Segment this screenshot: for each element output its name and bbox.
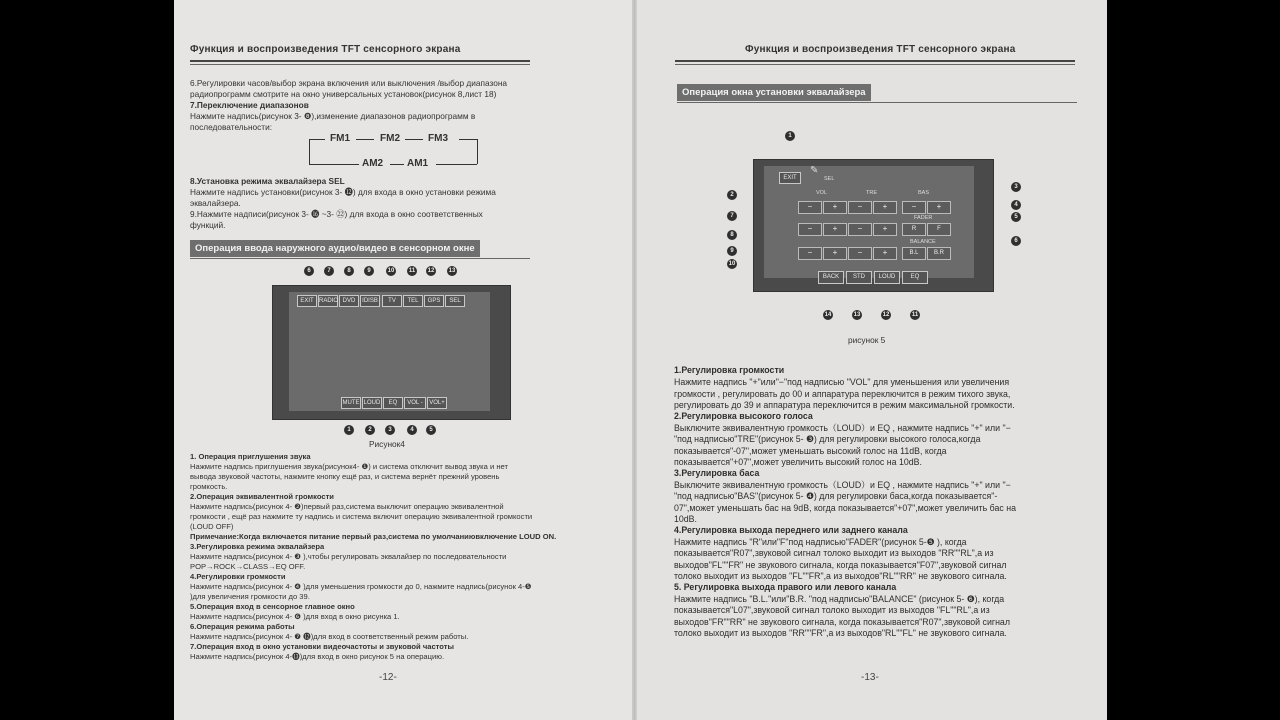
right-page-header: Функция и воспроизведения TFT сенсорного экрана	[745, 44, 1016, 55]
fig4-radio-button[interactable]: RADIO	[318, 295, 338, 307]
left-top-line: последовательности:	[190, 122, 273, 132]
callout-number: 11	[408, 268, 416, 274]
fig4-tv-button[interactable]: TV	[382, 295, 402, 307]
callout-number: 13	[853, 312, 861, 318]
band-am1: AM1	[407, 158, 429, 169]
row2-plus-button[interactable]: +	[823, 223, 847, 236]
sel-logo-icon: ✎	[810, 165, 819, 176]
left-mid-line: 9.Нажмите надписи(рисунок 3- ⓰ ~3- ㉒) для входа в окно соответственных	[190, 209, 483, 219]
tre-minus-button[interactable]: −	[848, 201, 872, 214]
arrow-line	[390, 164, 404, 165]
fig5-tre-label: TRE	[866, 190, 877, 196]
right-line: 07",может уменьшать бас на 9dB, когда показывается"+07",может увеличить бас на	[674, 503, 1016, 513]
left-bottom-heading: 5.Операция вход в сенсорное главное окно	[190, 602, 355, 611]
left-bottom-line: Нажмите надпись приглушения звука(рисунок4- ❶) и система отключит вывод звука и нет	[190, 462, 508, 471]
fig4-dvd-button[interactable]: DVD	[339, 295, 359, 307]
arrow-line	[405, 139, 423, 140]
callout-number: 4	[1011, 200, 1021, 210]
right-line: толоко выходит из выходов "RR""FR",а из выходов"RL""FL" не звукового сигнала.	[674, 628, 1007, 638]
fig5-loud-button[interactable]: LOUD	[874, 271, 900, 284]
right-line: выходов"FL""FR" не звукового сигнала, когда показывается"F07",звуковой сигнал	[674, 560, 1007, 570]
left-page	[174, 0, 632, 720]
left-bottom-line: )для увеличения громкости до 39.	[190, 592, 310, 601]
bas-minus-button[interactable]: −	[902, 201, 926, 214]
callout-number: 1	[344, 425, 354, 435]
fig4-eq-button[interactable]: EQ	[383, 397, 403, 409]
right-line: "под надписью"TRE"(рисунок 5- ❸) для регулировки высокого голоса,когда	[674, 434, 981, 444]
left-header-rule-thin	[190, 64, 530, 65]
right-line: Нажмите надпись "R"или"F"под надписью"FADER"(рисунок 5-❺ ), когда	[674, 537, 967, 547]
fig5-sel-label: SEL	[824, 176, 835, 182]
right-header-rule	[675, 60, 1075, 62]
callout-number: 11	[911, 312, 919, 318]
fig5-screen	[753, 159, 994, 292]
row2-minus-button[interactable]: −	[798, 223, 822, 236]
left-top-line: 6.Регулировки часов/выбор экрана включения или выключения /выбор диапазона	[190, 78, 508, 88]
right-line: показывается"+07",может увеличить высокий голос на 10dB.	[674, 457, 922, 467]
right-page	[637, 0, 1107, 720]
fig4-vol-down-button[interactable]: VOL -	[404, 397, 426, 409]
fig4-exit-button[interactable]: EXIT	[297, 295, 317, 307]
row2b-plus-button[interactable]: +	[873, 223, 897, 236]
right-line: 10dB.	[674, 514, 697, 524]
callout-number: 9	[364, 266, 374, 276]
vol-minus-button[interactable]: −	[798, 201, 822, 214]
callout-number: 1	[785, 131, 795, 141]
fig4-gps-button[interactable]: GPS	[424, 295, 444, 307]
left-top-line: радиопрограмм смотрите на окно универсальных установок(рисунок 8,лист 18)	[190, 89, 497, 99]
callout-number: 5	[1011, 212, 1021, 222]
right-line: Нажмите надпись "+"или"−"под надписью "VOL" для уменьшения или увеличения	[674, 377, 1010, 387]
right-line: выходов"FR""RR" не звукового сигнала, когда показывается"R07",звуковой сигнал	[674, 617, 1010, 627]
vol-plus-button[interactable]: +	[823, 201, 847, 214]
callout-number: 4	[407, 425, 417, 435]
left-mid-line: функций.	[190, 220, 226, 230]
left-top-line: Нажмите надпись(рисунок 3- ❽),изменение диапазонов радиопрограмм в	[190, 111, 476, 121]
callout-number: 12	[427, 268, 435, 274]
right-line: толоко выходит из выходов "FL""FR",а из выходов"RL""RR" не звукового сигнала.	[674, 571, 1007, 581]
fig5-vol-label: VOL	[816, 190, 828, 196]
right-line: Выключите эквивалентную громкость（LOUD）и EQ , нажмите надпись "+" или "−	[674, 423, 1011, 433]
fig4-idisb-button[interactable]: IDISB	[360, 295, 380, 307]
right-header-rule-thin	[675, 64, 1075, 65]
fig4-screen-inner	[289, 292, 490, 411]
fig5-fader-label: FADER	[914, 215, 933, 221]
left-header-rule	[190, 60, 530, 62]
fig4-vol-up-button[interactable]: VOL+	[427, 397, 447, 409]
fig4-mute-button[interactable]: MUTE	[341, 397, 361, 409]
balance-br-button[interactable]: B.R	[927, 247, 951, 260]
tre-plus-button[interactable]: +	[873, 201, 897, 214]
fig5-caption: рисунок 5	[848, 335, 886, 345]
arrow-line	[356, 139, 374, 140]
right-line: громкости , регулировать до 00 и аппаратура переключится в режим тихого звука,	[674, 389, 1011, 399]
row2b-minus-button[interactable]: −	[848, 223, 872, 236]
right-heading: 5. Регулировка выхода правого или левого канала	[674, 582, 897, 592]
band-fm1: FM1	[330, 133, 350, 144]
right-line: Нажмите надпись "B.L."или"B.R. "под надписью"BALANCE" (рисунок 5- ❻), когда	[674, 594, 1005, 604]
right-line: Выключите эквивалентную громкость（LOUD）и EQ , нажмите надпись "+" или "−	[674, 480, 1011, 490]
left-bottom-heading: 6.Операция режима работы	[190, 622, 295, 631]
left-bottom-line: Нажмите надпись(рисунок 4-⓭)для вход в окно рисунок 5 на операцию.	[190, 652, 445, 661]
left-bottom-heading: 7.Операция вход в окно установки видеочастоты и звуковой частоты	[190, 642, 454, 651]
row3-plus-button[interactable]: +	[823, 247, 847, 260]
right-line: "под надписью"BAS"(рисунок 5- ❹) для регулировки баса,когда показывается"-	[674, 491, 998, 501]
callout-number: 8	[344, 266, 354, 276]
left-page-header: Функция и воспроизведения TFT сенсорного экрана	[190, 44, 461, 55]
left-bottom-heading: 2.Операция эквивалентной громкости	[190, 492, 334, 501]
callout-number: 10	[728, 261, 736, 267]
left-bottom-note: Примечание:Когда включается питание первый раз,система по умолчаниювключение LOUD ON.	[190, 532, 557, 541]
callout-number: 3	[1011, 182, 1021, 192]
right-heading: 2.Регулировка высокого голоса	[674, 411, 813, 421]
left-bottom-line: громкость.	[190, 482, 228, 491]
right-section-title: Операция окна установки эквалайзера	[677, 84, 871, 101]
bas-plus-button[interactable]: +	[927, 201, 951, 214]
arrow-line	[436, 164, 477, 165]
callout-number: 2	[365, 425, 375, 435]
fig5-balance-label: BALANCE	[910, 239, 936, 245]
left-bottom-heading: 1. Операция приглушения звука	[190, 452, 311, 461]
left-bottom-heading: 3.Регулировка режима эквалайзера	[190, 542, 325, 551]
fig4-loud-button[interactable]: LOUD	[362, 397, 382, 409]
fig5-back-button[interactable]: BACK	[818, 271, 844, 284]
fig5-exit-button[interactable]: EXIT	[779, 172, 801, 184]
row3b-minus-button[interactable]: −	[848, 247, 872, 260]
right-heading: 3.Регулировка баса	[674, 468, 760, 478]
right-heading: 1.Регулировка громкости	[674, 365, 785, 375]
left-mid-line: Нажмите надпись установки(рисунок 3- ⓬) для входа в окно установки режима	[190, 187, 496, 197]
right-section-rule	[677, 102, 1077, 103]
callout-number: 2	[727, 190, 737, 200]
callout-number: 12	[882, 312, 890, 318]
band-fm2: FM2	[380, 133, 400, 144]
arrow-line	[477, 139, 478, 164]
left-section-title: Операция ввода наружного аудио/видео в сенсорном окне	[190, 240, 480, 257]
left-bottom-line: (LOUD OFF)	[190, 522, 234, 531]
left-mid-line: эквалайзера.	[190, 198, 241, 208]
left-top-heading: 7.Переключение диапазонов	[190, 100, 309, 110]
row3-minus-button[interactable]: −	[798, 247, 822, 260]
fig5-bas-label: BAS	[918, 190, 930, 196]
fig4-screen	[272, 285, 511, 420]
right-page-number: -13-	[861, 672, 879, 683]
left-mid-heading: 8.Установка режима эквалайзера SEL	[190, 176, 345, 186]
callout-number: 8	[727, 230, 737, 240]
fig5-eq-button[interactable]: EQ	[902, 271, 928, 284]
arrow-line	[309, 164, 359, 165]
right-line: показывается"L07",звуковой сигнал толоко выходит из выходов "FL""RL",а из	[674, 605, 990, 615]
right-line: показывается"-07",может уменьшать высокий голос на 11dB, когда	[674, 446, 947, 456]
left-page-number: -12-	[379, 672, 397, 683]
left-bottom-line: вывода звуковой частоты, нажмите кнопку ещё раз, и система вернёт прежний уровень	[190, 472, 500, 481]
left-bottom-line: Нажмите надпись(рисунок 4- ❹ )для уменьшения громкости до 0, нажмите надпись(рисунок 4-❺	[190, 582, 532, 591]
right-line: показывается"R07",звуковой сигнал толоко выходит из выходов "RR""RL",а из	[674, 548, 994, 558]
callout-number: 9	[727, 246, 737, 256]
fig4-sel-button[interactable]: SEL	[445, 295, 465, 307]
callout-number: 6	[1011, 236, 1021, 246]
row3b-plus-button[interactable]: +	[873, 247, 897, 260]
fig4-tel-button[interactable]: TEL	[403, 295, 423, 307]
left-bottom-line: Нажмите надпись(рисунок 4- ❻ )для вход в окно рисунка 1.	[190, 612, 400, 621]
callout-number: 10	[387, 268, 395, 274]
left-bottom-heading: 4.Регулировки громкости	[190, 572, 286, 581]
left-bottom-line: Нажмите надпись(рисунок 4- ❸ ),чтобы регулировать эквалайзер по последовательности	[190, 552, 507, 561]
left-bottom-line: POP→ROCK→CLASS→EQ OFF.	[190, 562, 306, 571]
callout-number: 3	[385, 425, 395, 435]
right-line: регулировать до 39 и аппаратура переключится в режим максимальной громкости.	[674, 400, 1015, 410]
arrow-line	[459, 139, 477, 140]
callout-number: 7	[727, 211, 737, 221]
callout-number: 6	[304, 266, 314, 276]
arrow-line	[309, 139, 325, 140]
band-am2: AM2	[362, 158, 384, 169]
right-heading: 4.Регулировка выхода переднего или заднего канала	[674, 525, 908, 535]
left-bottom-line: громкости , ещё раз нажмите ту надпись и система включит операцию эквивалентной громкости	[190, 512, 533, 521]
left-bottom-line: Нажмите надпись(рисунок 4- ❷)первый раз,система выключит операцию эквивалентной	[190, 502, 504, 511]
fader-r-button[interactable]: R	[902, 223, 926, 236]
left-bottom-line: Нажмите надпись(рисунок 4- ❼ ⓬)для вход в соответственный режим работы.	[190, 632, 469, 641]
fig4-caption: Рисунок4	[369, 439, 405, 449]
callout-number: 14	[824, 312, 832, 318]
arrow-line	[309, 139, 310, 164]
left-section-rule	[190, 258, 530, 259]
fader-f-button[interactable]: F	[927, 223, 951, 236]
fig5-std-button[interactable]: STD	[846, 271, 872, 284]
callout-number: 7	[324, 266, 334, 276]
callout-number: 5	[426, 425, 436, 435]
balance-bl-button[interactable]: B.L	[902, 247, 926, 260]
callout-number: 13	[448, 268, 456, 274]
band-fm3: FM3	[428, 133, 448, 144]
